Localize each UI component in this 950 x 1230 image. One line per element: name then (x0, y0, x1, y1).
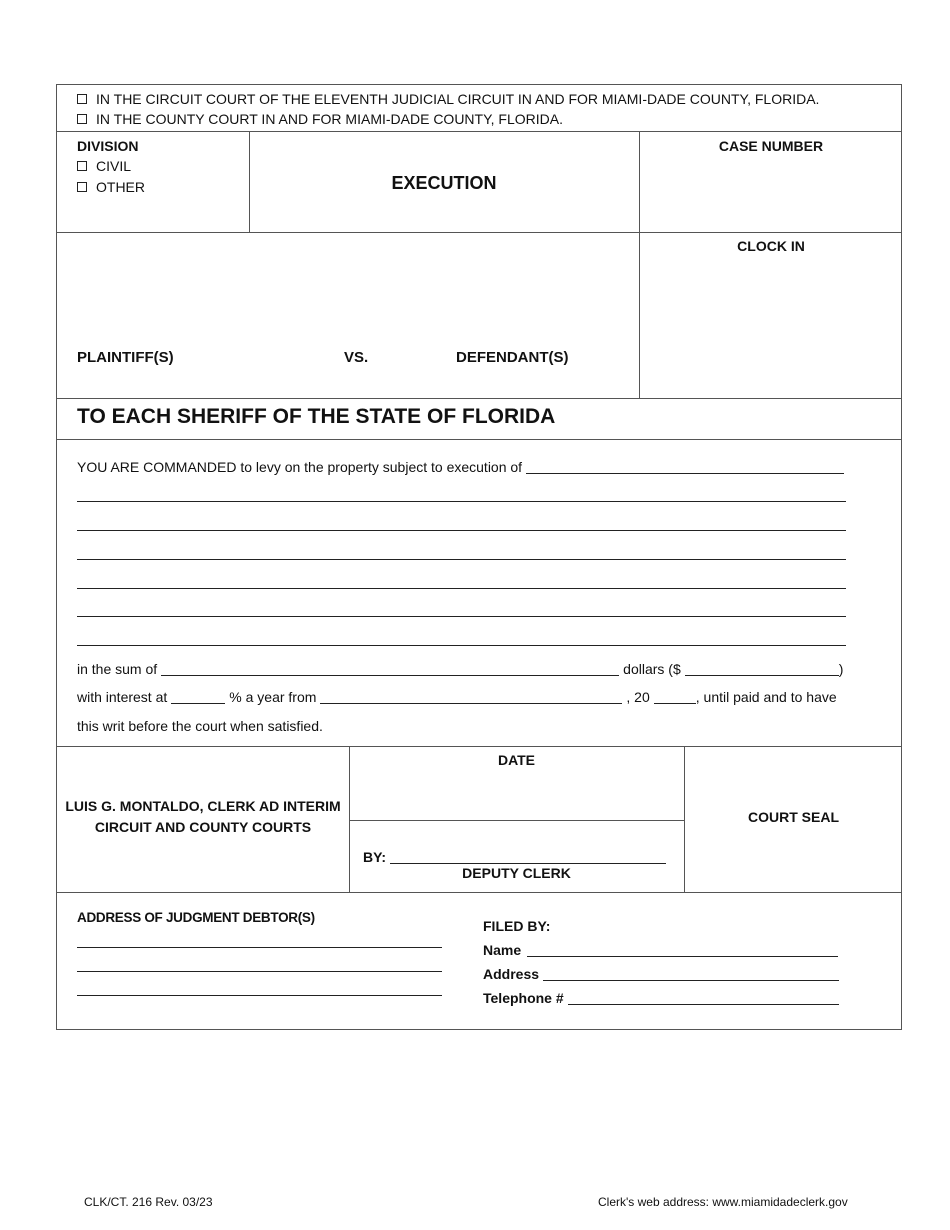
clerk-name: LUIS G. MONTALDO, CLERK AD INTERIM (65, 798, 341, 814)
property-line[interactable] (77, 616, 846, 617)
divider (57, 439, 901, 440)
other-checkbox[interactable] (77, 182, 87, 192)
command-intro-row (77, 460, 844, 474)
debtor-address-line[interactable] (77, 947, 442, 948)
debtor-address-line[interactable] (77, 995, 442, 996)
clerk-courts: CIRCUIT AND COUNTY COURTS (94, 819, 312, 835)
clerk-web-address: Clerk's web address: www.miamidadeclerk.gov (598, 1195, 848, 1209)
command-closing: this writ before the court when satisfied. (77, 718, 323, 734)
filed-by-address-row (483, 967, 839, 981)
civil-label: CIVIL (96, 158, 132, 174)
filed-by-telephone-label: Telephone # (483, 990, 564, 1006)
circuit-court-option (77, 92, 819, 106)
by-label: BY: (363, 849, 387, 865)
form-id: CLK/CT. 216 Rev. 03/23 (84, 1195, 213, 1209)
filed-by-name-label: Name (483, 942, 522, 958)
filed-by-name-row (483, 943, 838, 957)
debtor-address-line[interactable] (77, 971, 442, 972)
county-court-checkbox[interactable] (77, 114, 87, 124)
dollars-close: ) (838, 661, 844, 677)
divider (349, 820, 684, 821)
plaintiff-label: PLAINTIFF(S) (77, 349, 174, 366)
property-line[interactable] (77, 559, 846, 560)
filed-by-telephone-field[interactable] (568, 1004, 839, 1005)
interest-percent-label: % a year from (229, 689, 317, 705)
by-row (363, 850, 666, 864)
sum-words-field[interactable] (161, 675, 619, 676)
civil-checkbox[interactable] (77, 161, 87, 171)
sum-prefix: in the sum of (77, 661, 158, 677)
division-civil-option (77, 159, 131, 173)
filed-by-name-field[interactable] (527, 956, 838, 957)
defendant-label: DEFENDANT(S) (456, 349, 569, 366)
interest-row (77, 690, 837, 704)
divider (57, 746, 901, 747)
year-field[interactable] (654, 703, 696, 704)
filed-by-telephone-row (483, 991, 839, 1005)
divider (57, 398, 901, 399)
circuit-court-label: IN THE CIRCUIT COURT OF THE ELEVENTH JUDICIAL CIRCUIT IN AND FOR MIAMI-DADE COUNTY, FLORIDA. (96, 91, 820, 107)
circuit-court-checkbox[interactable] (77, 94, 87, 104)
interest-prefix: with interest at (77, 689, 168, 705)
court-seal-label: COURT SEAL (748, 809, 839, 825)
case-number-label: CASE NUMBER (718, 138, 824, 154)
dollars-amount-field[interactable] (685, 675, 839, 676)
property-line[interactable] (77, 588, 846, 589)
filed-by-label: FILED BY: (483, 918, 551, 934)
divider (57, 892, 901, 893)
county-court-label: IN THE COUNTY COURT IN AND FOR MIAMI-DADE COUNTY, FLORIDA. (96, 111, 563, 127)
filed-by-address-label: Address (483, 966, 540, 982)
year-prefix: , 20 (626, 689, 650, 705)
until-paid-text: , until paid and to have (695, 689, 837, 705)
deputy-signature-field[interactable] (390, 863, 666, 864)
other-label: OTHER (96, 179, 145, 195)
command-intro-text: YOU ARE COMMANDED to levy on the property subject to execution of (77, 459, 523, 475)
dollars-label: dollars ($ (623, 661, 681, 677)
sum-row (77, 662, 843, 676)
divider (57, 232, 901, 233)
interest-from-date-field[interactable] (320, 703, 622, 704)
clock-in-label: CLOCK IN (737, 238, 805, 254)
property-line[interactable] (77, 501, 846, 502)
divider (639, 131, 640, 398)
county-court-option (77, 112, 563, 126)
property-line[interactable] (77, 645, 846, 646)
sheriff-heading: TO EACH SHERIFF OF THE STATE OF FLORIDA (77, 405, 556, 428)
interest-rate-field[interactable] (171, 703, 225, 704)
filed-by-address-field[interactable] (543, 980, 839, 981)
division-other-option (77, 180, 145, 194)
property-line[interactable] (77, 530, 846, 531)
division-label: DIVISION (77, 138, 139, 154)
deputy-clerk-label: DEPUTY CLERK (462, 865, 571, 881)
form-title: EXECUTION (391, 173, 497, 193)
date-label: DATE (497, 752, 536, 768)
vs-label: VS. (344, 349, 369, 366)
divider (57, 131, 901, 132)
debtor-address-label: ADDRESS OF JUDGMENT DEBTOR(S) (77, 910, 315, 925)
debtor-name-field[interactable] (526, 473, 844, 474)
execution-form (56, 84, 902, 1030)
